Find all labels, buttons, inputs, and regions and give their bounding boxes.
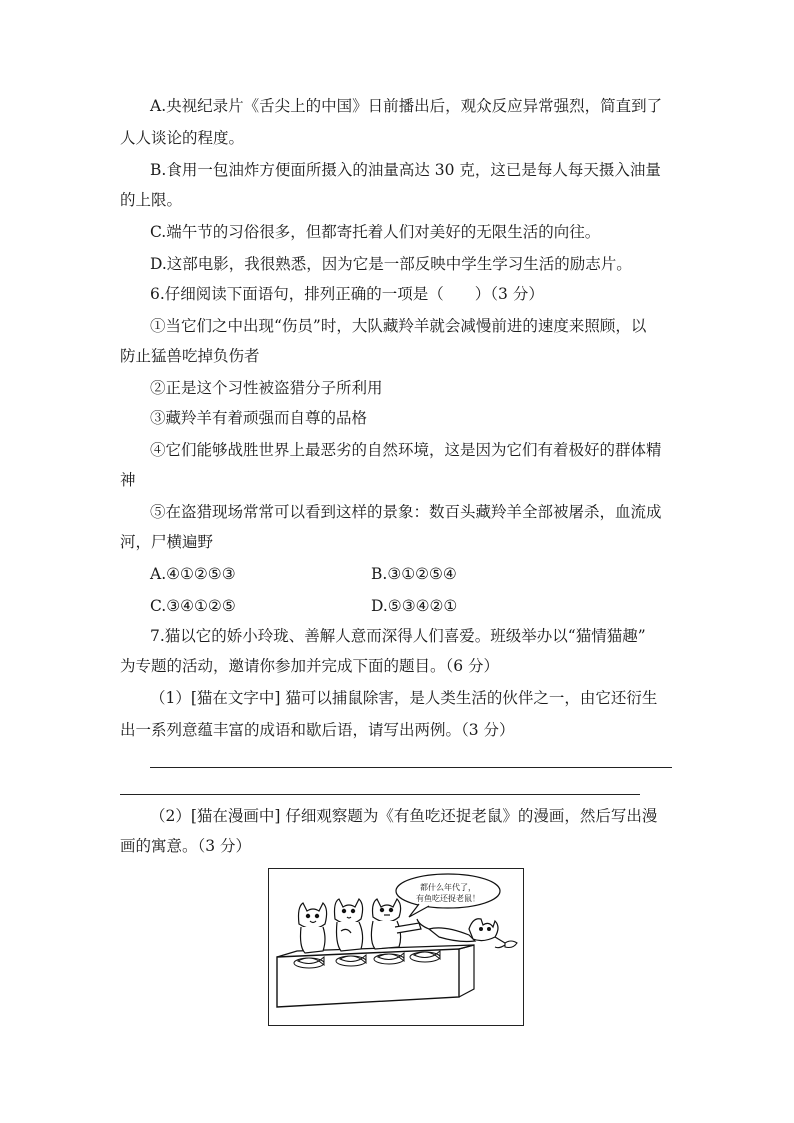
q6-sentence-1-line1: ①当它们之中出现“伤员”时，大队藏羚羊就会减慢前进的速度来照顾，以 <box>150 317 647 335</box>
q6-option-d: D.⑤③④②① <box>371 597 458 615</box>
answer-line-1[interactable] <box>150 767 672 768</box>
speech-line-1: 都什么年代了， <box>420 883 476 892</box>
q5-option-c: C.端午节的习俗很多，但都寄托着人们对美好的无限生活的向往。 <box>150 223 601 241</box>
q7-part1-line1: （1）[猫在文字中] 猫可以捕鼠除害，是人类生活的伙伴之一，由它还衍生 <box>150 689 658 707</box>
q6-sentence-4-line2: 神 <box>120 471 136 489</box>
q6-sentence-2: ②正是这个习性被盗猎分子所利用 <box>150 379 383 397</box>
q5-option-b-line2: 的上限。 <box>120 191 183 209</box>
q6-sentence-3: ③藏羚羊有着顽强而自尊的品格 <box>150 409 368 427</box>
q6-stem: 6.仔细阅读下面语句，排列正确的一项是（ ）（3 分） <box>150 285 544 303</box>
cat-1 <box>299 903 327 953</box>
answer-line-2[interactable] <box>120 794 640 795</box>
q6-sentence-1-line2: 防止猛兽吃掉负伤者 <box>120 347 260 365</box>
q5-option-b-line1: B.食用一包油炸方便面所摄入的油量高达 30 克，这已是每人每天摄入油量 <box>150 161 661 179</box>
q7-stem-line1: 7.猫以它的娇小玲珑、善解人意而深得人们喜爱。班级举办以“猫情猫趣” <box>150 627 646 645</box>
q7-part2-line2: 画的寓意。（3 分） <box>120 837 252 855</box>
q7-part2-line1: （2）[猫在漫画中] 仔细观察题为《有鱼吃还捉老鼠》的漫画，然后写出漫 <box>150 807 658 825</box>
q5-option-d: D.这部电影，我很熟悉，因为它是一部反映中学生学习生活的励志片。 <box>150 255 632 273</box>
q6-option-b: B.③①②⑤④ <box>371 565 457 583</box>
mouse <box>495 941 517 948</box>
q6-sentence-4-line1: ④它们能够战胜世界上最恶劣的自然环境，这是因为它们有着极好的群体精 <box>150 441 662 459</box>
cat-4-chasing <box>417 919 505 943</box>
q6-sentence-5-line1: ⑤在盗猎现场常常可以看到这样的景象：数百头藏羚羊全部被屠杀，血流成 <box>150 503 662 521</box>
q5-option-a-line2: 人人谈论的程度。 <box>120 129 245 147</box>
q7-part1-line2: 出一系列意蕴丰富的成语和歇后语，请写出两例。（3 分） <box>120 721 515 739</box>
q6-sentence-5-line2: 河，尸横遍野 <box>120 533 214 551</box>
speech-bubble-tail <box>409 904 429 917</box>
speech-line-2: 有鱼吃还捉老鼠！ <box>416 894 480 903</box>
speech-bubble-text <box>403 882 493 904</box>
cat-2 <box>335 899 363 951</box>
q6-option-c: C.③④①②⑤ <box>150 597 236 615</box>
q6-option-a: A.④①②⑤③ <box>150 565 236 583</box>
q5-option-a-line1: A.央视纪录片《舌尖上的中国》日前播出后，观众反应异常强烈，简直到了 <box>150 97 663 115</box>
cartoon-figure <box>268 868 524 1026</box>
cat-3 <box>371 899 421 949</box>
q7-stem-line2: 为专题的活动，邀请你参加并完成下面的题目。（6 分） <box>120 657 500 675</box>
